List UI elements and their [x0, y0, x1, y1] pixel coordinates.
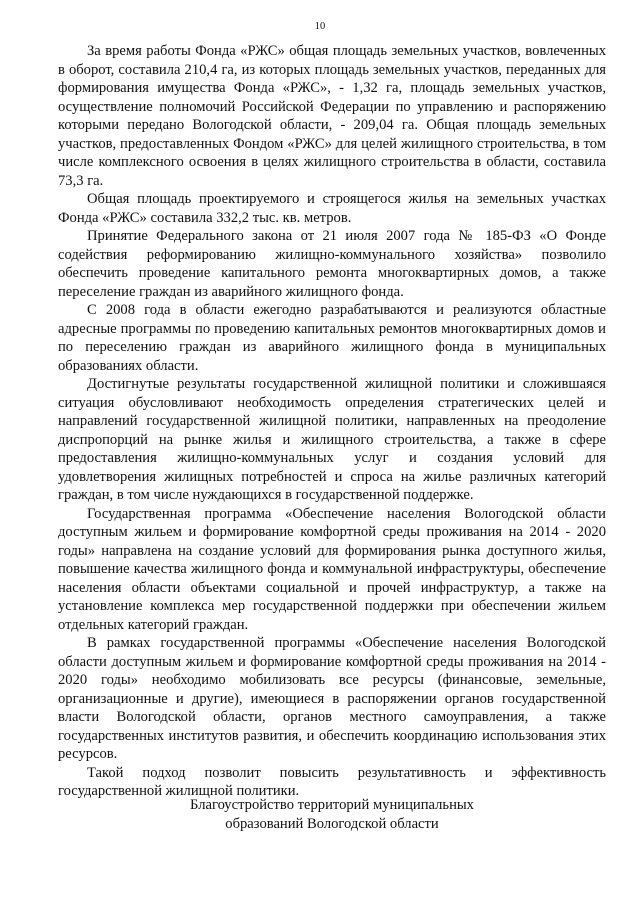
- section-heading: [58, 796, 606, 834]
- body-text: [58, 42, 606, 801]
- paragraph-land-area: За время работы Фонда «РЖС» общая площадь земельных участков, вовлеченных в оборот, составила 210,4 га, из которых площадь земельных участков, переданных для формирования имущества Фонда «РЖС», - 1,32 га, площадь земельных участков, осуществление полномочий Российской Федерации по управлению и распоряжению которыми передано Вологодской области, - 209,04 га. Общая площадь земельных участков, предоставленных Фондом «РЖС» для целей жилищного строительства, в том числе комплексного освоения в целях жилищного строительства в области, составила 73,3 га.: [58, 43, 606, 189]
- paragraph-resources: В рамках государственной программы «Обеспечение населения Вологодской области доступным жильем и формирование комфортной среды проживания на 2014 - 2020 годы» необходимо мобилизовать все ресурсы (финансовые, земельные, организационные и другие), имеющиеся в распоряжении органов государственной власти Вологодской области, органов местного самоуправления, а также государственных институтов развития, и обеспечить координацию использования этих ресурсов.: [58, 635, 606, 762]
- section-heading-line-2: образований Вологодской области: [225, 816, 439, 832]
- paragraph-policy-results: Достигнутые результаты государственной жилищной политики и сложившаяся ситуация обусловливают необходимость определения стратегических целей и направлений государственной жилищной политики, направленных на преодоление диспропорций на рынке жилья и жилищного строительства, а также в сфере предоставления жилищно-коммунальных услуг и создания условий для удовлетворения жилищных потребностей и спроса на жилье различных категорий граждан, в том числе нуждающихся в государственной поддержке.: [58, 376, 606, 503]
- section-heading-line-1: Благоустройство территорий муниципальных: [190, 797, 474, 813]
- paragraph-housing-area: Общая площадь проектируемого и строящегося жилья на земельных участках Фонда «РЖС» составила 332,2 тыс. кв. метров.: [58, 191, 606, 226]
- paragraph-regional-programs: С 2008 года в области ежегодно разрабатываются и реализуются областные адресные программы по проведению капитальных ремонтов многоквартирных домов и по переселению граждан из аварийного жилищного фонда в муниципальных образованиях области.: [58, 302, 606, 374]
- paragraph-approach: Такой подход позволит повысить результативность и эффективность государственной жилищной политики.: [58, 764, 606, 799]
- paragraph-state-program: Государственная программа «Обеспечение населения Вологодской области доступным жильем и формирование комфортной среды проживания на 2014 - 2020 годы» направлена на создание условий для формирования рынка доступного жилья, повышение качества жилищного фонда и коммунальной инфраструктуры, обеспечение населения области объектами социальной и прочей инфраструктур, а также на установление комплекса мер государственной поддержки при обеспечении жильем отдельных категорий граждан.: [58, 505, 606, 633]
- paragraph-federal-law: Принятие Федерального закона от 21 июля 2007 года № 185-ФЗ «О Фонде содействия реформированию жилищно-коммунального хозяйства» позволило обеспечить проведение капитального ремонта многоквартирных домов, а также переселение граждан из аварийного жилищного фонда.: [58, 228, 606, 300]
- page-number: 10: [314, 21, 326, 32]
